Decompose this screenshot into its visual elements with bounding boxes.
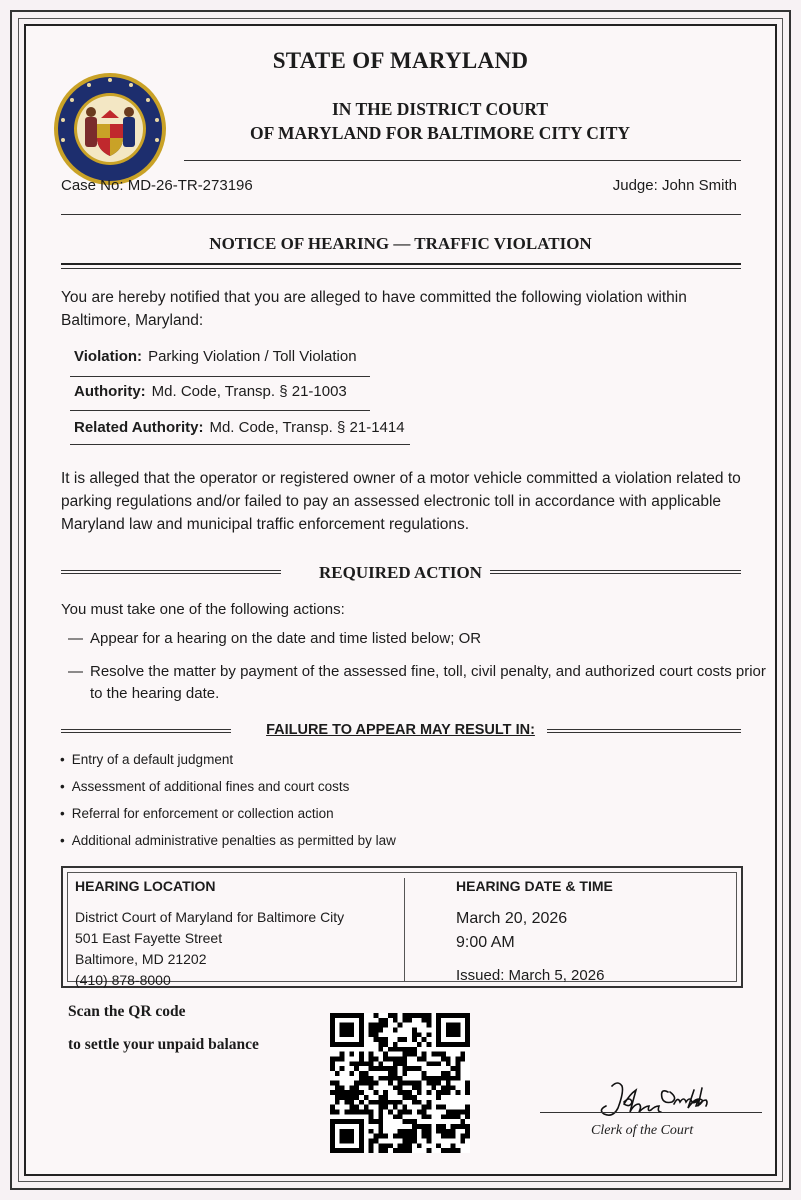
violation-label: Violation: — [74, 348, 143, 365]
notice-divider-2 — [61, 268, 741, 269]
allegation-paragraph: It is alleged that the operator or registered owner of a motor vehicle committed a violation related to parking regulations and/or failed to pay an assessed electronic toll in accordance with applicable Maryland law and municipal traffic enforcement regulations. — [61, 470, 741, 533]
authority-row — [74, 383, 347, 400]
related-authority-label: Related Authority: — [74, 419, 204, 436]
hearing-location-address: District Court of Maryland for Baltimore City 501 East Fayette Street Baltimore, MD 21202 (410) 878-8000 — [75, 909, 345, 988]
signature-line — [540, 1112, 762, 1113]
required-action-item: — Resolve the matter by payment of the assessed fine, toll, civil penalty, and authorized court costs prior to the hearing date. — [68, 663, 766, 702]
violation-underline — [70, 376, 370, 377]
required-action-heading: REQUIRED ACTION — [0, 563, 801, 583]
hearing-info-box — [61, 866, 743, 988]
failure-item: • Referral for enforcement or collection action — [60, 806, 334, 821]
related-authority-underline — [70, 444, 410, 445]
hearing-time: 9:00 AM — [456, 934, 515, 951]
failure-item: • Additional administrative penalties as permitted by law — [60, 833, 396, 848]
related-authority-value: Md. Code, Transp. § 21-1414 — [209, 419, 405, 436]
authority-label: Authority: — [74, 383, 146, 400]
failure-item: • Entry of a default judgment — [60, 752, 233, 767]
hearing-datetime-title: HEARING DATE & TIME — [456, 878, 613, 894]
notice-title: NOTICE OF HEARING — TRAFFIC VIOLATION — [209, 234, 592, 253]
clerk-title: Clerk of the Court — [591, 1123, 694, 1138]
authority-value: Md. Code, Transp. § 21-1003 — [151, 383, 347, 400]
issued-date: Issued: March 5, 2026 — [456, 967, 605, 984]
authority-underline — [70, 410, 370, 411]
payment-qr-code[interactable] — [330, 1013, 470, 1153]
hearing-location-title: HEARING LOCATION — [75, 878, 216, 894]
court-line-1: IN THE DISTRICT COURT — [331, 99, 549, 119]
scan-instruction-line-1: Scan the QR code — [68, 1003, 186, 1020]
required-action-lead: You must take one of the following actions: — [61, 601, 345, 618]
hearing-date: March 20, 2026 — [456, 910, 568, 927]
state-title: STATE OF MARYLAND — [272, 48, 529, 73]
clerk-signature — [590, 1078, 730, 1128]
required-action-item: — Appear for a hearing on the date and time listed below; OR — [68, 630, 482, 647]
violation-value: Parking Violation / Toll Violation — [148, 348, 357, 365]
hearing-box-divider — [404, 878, 405, 982]
judge-name: Judge: John Smith — [612, 177, 737, 194]
related-authority-row — [74, 419, 405, 436]
meta-divider — [61, 214, 741, 215]
header-divider — [184, 160, 741, 161]
notice-divider-1 — [61, 263, 741, 265]
failure-heading: FAILURE TO APPEAR MAY RESULT IN: — [0, 722, 801, 738]
case-number: Case No: MD-26-TR-273196 — [61, 177, 253, 194]
court-line-2: OF MARYLAND FOR BALTIMORE CITY CITY — [249, 123, 631, 143]
intro-paragraph: You are hereby notified that you are alleged to have committed the following violation within Baltimore, Maryland: — [61, 289, 687, 329]
violation-row — [74, 348, 357, 365]
scan-instruction-line-2: to settle your unpaid balance — [68, 1036, 259, 1053]
failure-item: • Assessment of additional fines and court costs — [60, 779, 349, 794]
